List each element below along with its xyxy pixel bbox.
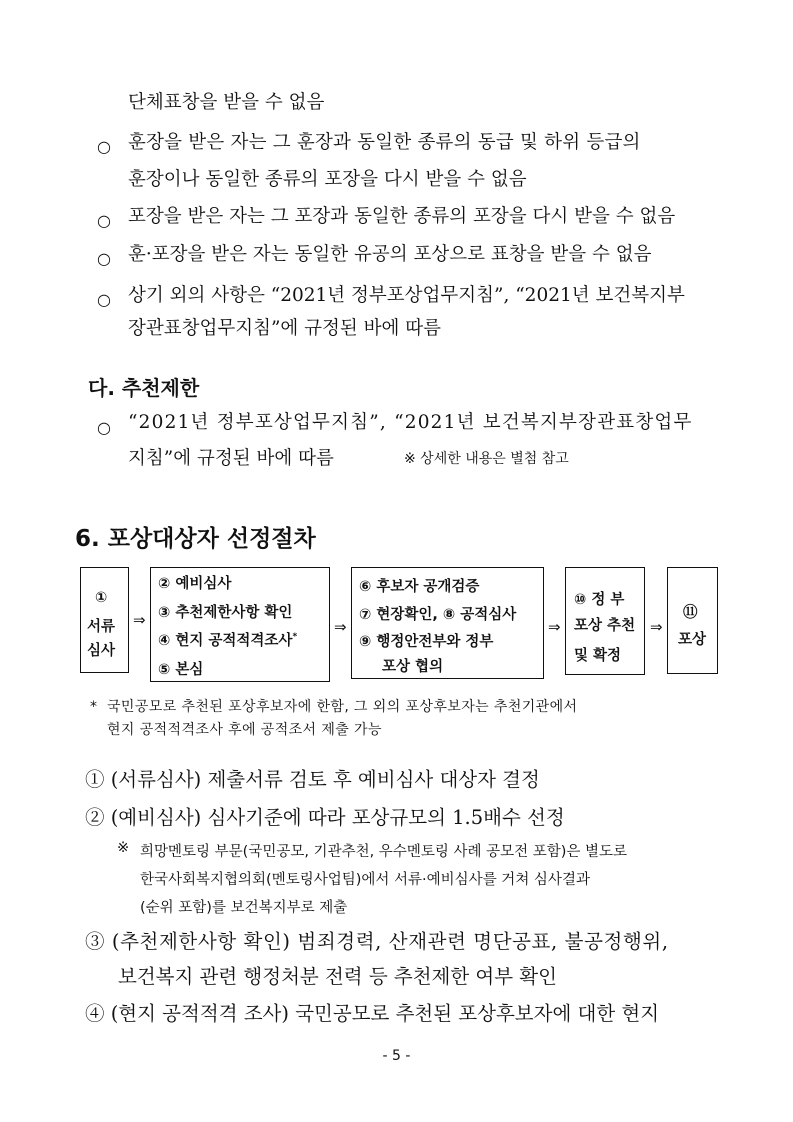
- bullet-text: 훈장이나 동일한 종류의 포장을 다시 받을 수 없음: [128, 169, 527, 190]
- note-mark: ※: [117, 840, 130, 856]
- flow-box-text: ② 예비심사: [158, 576, 232, 592]
- flow-box-text: 및 확정: [574, 648, 622, 664]
- section-da-note: ※ 상세한 내용은 별첨 참고: [404, 451, 569, 467]
- flow-box-recommendation: [565, 567, 645, 675]
- page-number: - 5 -: [382, 1048, 411, 1064]
- flow-box-text: 심사: [87, 643, 116, 659]
- flow-box-text: [158, 629, 297, 650]
- flow-box-verification: [351, 567, 544, 679]
- flow-arrow: ⇒: [133, 611, 146, 629]
- section-da-text: 지침”에 규정된 바에 따름: [128, 448, 334, 469]
- bullet-text: 훈·포장을 받은 자는 동일한 유공의 포상으로 표창을 받을 수 없음: [128, 244, 652, 265]
- bullet-mark: ○: [97, 290, 111, 309]
- bullet-mark: ○: [97, 211, 111, 230]
- bullet-text: 상기 외의 사항은 “2021년 정부포상업무지침”, “2021년 보건복지부: [128, 285, 685, 306]
- bullet-text: 포장을 받은 자는 그 포장과 동일한 종류의 포장을 다시 받을 수 없음: [128, 206, 676, 227]
- flow-box-text: 포상 추천: [574, 618, 636, 634]
- section-da-text: “2021년 정부포상업무지침”, “2021년 보건복지부장관표창업무: [128, 412, 693, 433]
- procedure-item-3: ③ (추천제한사항 확인) 범죄경력, 산재관련 명단공표, 불공정행위,: [85, 930, 669, 953]
- continuation-line: 단체표창을 받을 수 없음: [128, 92, 325, 113]
- flow-box-text: 포상: [678, 632, 707, 648]
- bullet-mark: ○: [97, 418, 111, 437]
- flow-box-text-main: ④ 현지 공적적격조사: [158, 633, 293, 649]
- flow-arrow: ⇒: [548, 618, 561, 636]
- section-da-heading: 다. 추천제한: [88, 376, 200, 400]
- note-text: (순위 포함)를 보건복지부로 제출: [140, 900, 348, 916]
- procedure-item-4: ④ (현지 공적적격 조사) 국민공모로 추천된 포상후보자에 대한 현지: [85, 1002, 660, 1025]
- bullet-text: 장관표창업무지침”에 규정된 바에 따름: [128, 318, 442, 339]
- flow-box-text: ⑦ 현장확인, ⑧ 공적심사: [359, 607, 517, 623]
- bullet-text: 훈장을 받은 자는 그 훈장과 동일한 종류의 동급 및 하위 등급의: [128, 132, 641, 153]
- flow-box-text: ⑨ 행정안전부와 정부: [359, 634, 494, 650]
- footnote-text: 현지 공적적격조사 후에 공적조서 제출 가능: [107, 722, 382, 738]
- note-text: 한국사회복지협의회(멘토링사업팀)에서 서류·예비심사를 거쳐 심사결과: [140, 872, 590, 888]
- flow-box-text: ⑥ 후보자 공개검증: [359, 579, 480, 595]
- footnote-ref: *: [292, 632, 298, 643]
- section-6-heading: 6. 포상대상자 선정절차: [75, 526, 316, 552]
- flow-box-text: ⑤ 본심: [158, 662, 204, 678]
- bullet-mark: ○: [97, 137, 111, 156]
- flow-box-text: ③ 추천제한사항 확인: [158, 605, 293, 621]
- flow-box-number: ①: [95, 590, 108, 606]
- bullet-mark: ○: [97, 249, 111, 268]
- flow-box-text: 서류: [87, 619, 116, 635]
- flow-box-number: ⑪: [683, 605, 698, 621]
- flow-box-award: [667, 567, 718, 674]
- procedure-item-1: ① (서류심사) 제출서류 검토 후 예비심사 대상자 결정: [85, 768, 540, 791]
- flow-arrow: ⇒: [650, 618, 663, 636]
- note-text: 희망멘토링 부문(국민공모, 기관추천, 우수멘토링 사례 공모전 포함)은 별도로: [140, 844, 628, 860]
- flow-box-text: ⑩ 정 부: [574, 592, 625, 608]
- footnote-text: 국민공모로 추천된 포상후보자에 한함, 그 외의 포상후보자는 추천기관에서: [107, 699, 578, 715]
- flow-box-text: 포상 협의: [382, 659, 444, 675]
- procedure-item-3-cont: 보건복지 관련 행정처분 전력 등 추천제한 여부 확인: [118, 965, 557, 988]
- footnote-mark: *: [90, 699, 97, 715]
- flow-arrow: ⇒: [334, 618, 347, 636]
- procedure-item-2: ② (예비심사) 심사기준에 따라 포상규모의 1.5배수 선정: [85, 806, 565, 829]
- flow-box-document-review: [80, 567, 129, 673]
- flow-box-preliminary-review: [150, 567, 330, 682]
